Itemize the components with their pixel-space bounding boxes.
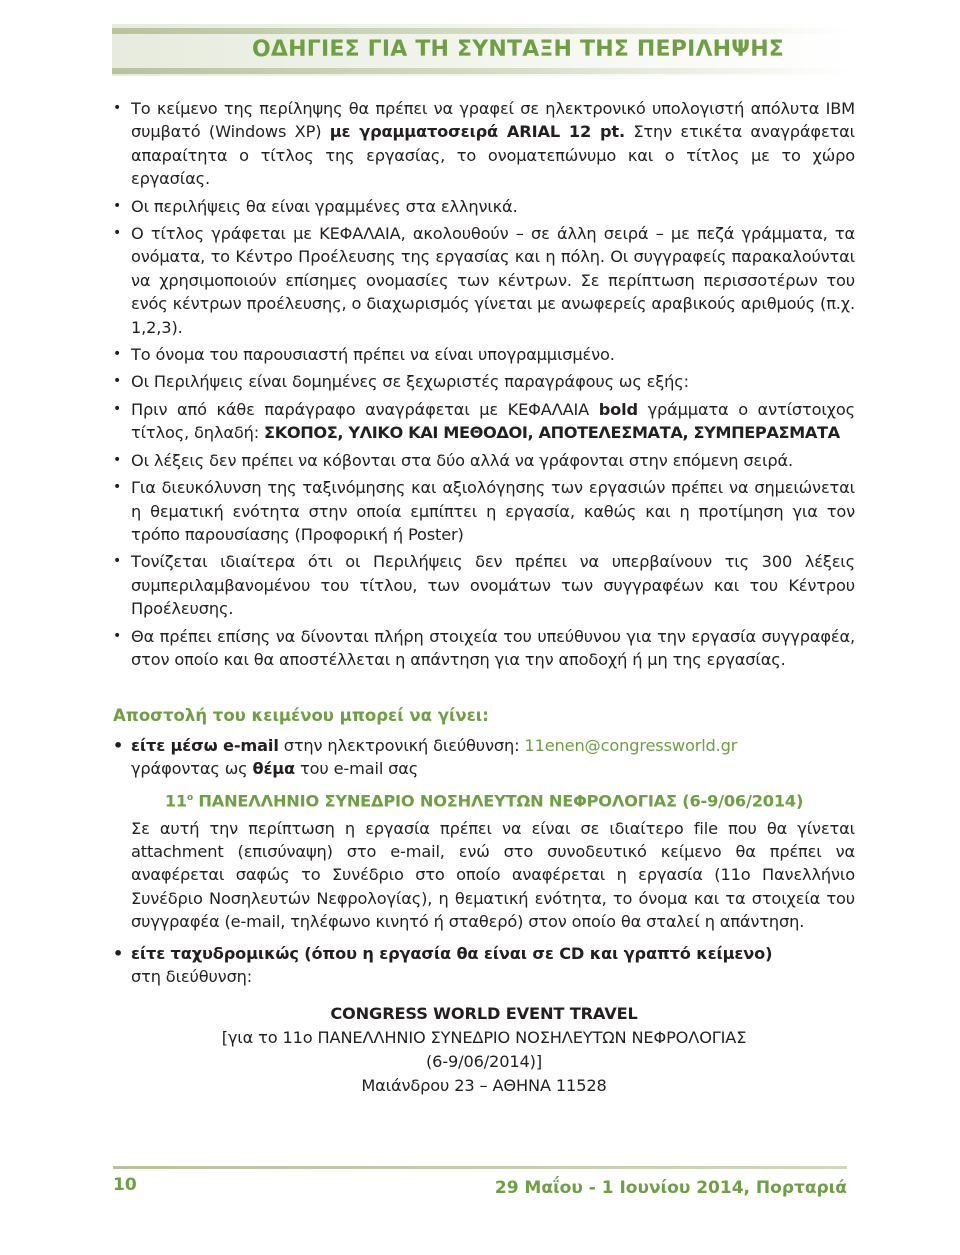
address-line: (6-9/06/2014)]: [426, 1052, 542, 1072]
guideline-item: • Οι Περιλήψεις είναι δομημένες σε ξεχωριστές παραγράφους ως εξής:: [113, 370, 855, 393]
guideline-text: γράμματα ο αντίστοιχος τίτλος, δηλαδή:: [131, 399, 855, 443]
page-title: ΟΔΗΓΙΕΣ ΓΙΑ ΤΗ ΣΥΝΤΑΞΗ ΤΗΣ ΠΕΡΙΛΗΨΗΣ: [252, 37, 785, 62]
guideline-item: • Οι λέξεις δεν πρέπει να κόβονται στα δύο αλλά να γράφονται στην επόμενη σειρά.: [113, 449, 855, 472]
section-headings-list: ΣΚΟΠΟΣ, ΥΛΙΚΟ ΚΑΙ ΜΕΘΟΔΟΙ, ΑΠΟΤΕΛΕΣΜΑΤΑ, ΣΥΜΠΕΡΑΣΜΑΤΑ: [264, 423, 840, 443]
congress-number: 11: [164, 791, 187, 811]
email-subject-emphasis: θέμα: [252, 759, 296, 779]
address-line: [για το 11ο ΠΑΝΕΛΛΗΝΙΟ ΣΥΝΕΔΡΙΟ ΝΟΣΗΛΕΥΤΩΝ ΝΕΦΡΟΛΟΓΙΑΣ: [221, 1028, 747, 1048]
email-option-lead: είτε μέσω e-mail: [131, 736, 279, 755]
guideline-item: [113, 398, 855, 445]
congress-ordinal: ο: [186, 792, 193, 803]
congress-name: ΠΑΝΕΛΛΗΝΙΟ ΣΥΝΕΔΡΙΟ ΝΟΣΗΛΕΥΤΩΝ ΝΕΦΡΟΛΟΓΙΑΣ (6-9/06/2014): [192, 791, 804, 811]
address-company: CONGRESS WORLD EVENT TRAVEL: [330, 1004, 638, 1024]
congress-title: [113, 787, 855, 813]
email-option: [113, 734, 855, 781]
page-number: 10: [113, 1175, 137, 1195]
guideline-item: • Τονίζεται ιδιαίτερα ότι οι Περιλήψεις δεν πρέπει να υπερβαίνουν τις 300 λέξεις συμπεριλαμβανομένου του τίτλου, των ονομάτων των συγγραφέων και του Κέντρου Προέλευσης.: [113, 550, 855, 620]
guidelines-list: [113, 97, 855, 675]
guideline-bold-word: bold: [598, 399, 638, 419]
guideline-item: • Για διευκόλυνση της ταξινόμησης και αξιολόγησης των εργασιών πρέπει να σημειώνεται η θεματική ενότητα στην οποία εμπίπτει η εργασία, καθώς και η προτίμηση για τον τρόπο παρουσίασης (Προφορική ή Poster): [113, 476, 855, 546]
post-option-text: στη διεύθυνση:: [131, 967, 253, 987]
guideline-font-emphasis: με γραμματοσειρά ARIAL 12 pt.: [329, 122, 625, 142]
post-option-lead: είτε ταχυδρομικώς (όπου η εργασία θα είναι σε CD και γραπτό κείμενο): [131, 943, 773, 963]
sending-heading: Αποστολή του κειμένου μπορεί να γίνει:: [113, 706, 489, 725]
footer-divider: [113, 1166, 847, 1169]
footer-date-place: 29 Μαΐου - 1 Ιουνίου 2014, Πορταριά: [494, 1178, 847, 1198]
guideline-item: • Το όνομα του παρουσιαστή πρέπει να είναι υπογραμμισμένο.: [113, 343, 855, 366]
guideline-item: • Ο τίτλος γράφεται με ΚΕΦΑΛΑΙΑ, ακολουθούν – σε άλλη σειρά – με πεζά γράμματα, τα ονόματα, το Κέντρο Προέλευσης της εργασίας και η πόλη. Οι συγγραφείς παρακαλούνται να χρησιμοποιούν επίσημες ονομασίες των κέντρων. Σε περίπτωση περισσοτέρων του ενός κέντρων προέλευσης, ο διαχωρισμός γίνεται με ανωφερείς αραβικούς αριθμούς (π.χ. 1,2,3).: [113, 222, 855, 339]
guideline-item: • Θα πρέπει επίσης να δίνονται πλήρη στοιχεία του υπεύθυνου για την εργασία συγγραφέα, στον οποίο και θα αποστέλλεται η απάντηση για την αποδοχή ή μη της εργασίας.: [113, 625, 855, 672]
email-subject-text: του e-mail σας: [295, 759, 419, 779]
guideline-item: • Οι περιλήψεις θα είναι γραμμένες στα ελληνικά.: [113, 195, 855, 218]
email-subject-text: γράφοντας ως: [131, 759, 253, 779]
postal-address: [113, 1002, 855, 1098]
address-line: Μαιάνδρου 23 – ΑΘΗΝΑ 11528: [361, 1076, 607, 1096]
guideline-text: Το κείμενο της περίληψης θα πρέπει να γραφεί σε ηλεκτρονικό υπολογιστή απόλυτα IBM συμβατό (Windows XP): [131, 99, 855, 142]
email-option-text: στην ηλεκτρονική διεύθυνση:: [278, 736, 525, 755]
guideline-item: [113, 97, 855, 191]
attachment-instructions: Σε αυτή την περίπτωση η εργασία πρέπει να είναι σε ιδιαίτερο file που θα γίνεται attachment (επισύναψη) στο e-mail, ενώ στο συνοδευτικό κείμενο θα πρέπει να αναφέρεται σαφώς το Συνέδριο στο οποίο αναφέρεται η εργασία (11ο Πανελλήνιο Συνέδριο Νοσηλευτών Νεφρολογίας), η θεματική ενότητα, το όνομα και τα στοιχεία του συγγραφέα (e-mail, τηλέφωνο κινητό ή σταθερό) στον οποίο θα σταλεί η απάντηση.: [131, 818, 855, 932]
email-address-link[interactable]: 11enen@congressworld.gr: [524, 736, 738, 755]
post-option: [113, 942, 855, 989]
sending-options: [113, 734, 855, 1098]
guideline-text: Πριν από κάθε παράγραφο αναγράφεται με ΚΕΦΑΛΑΙΑ: [131, 399, 599, 419]
guideline-text: Στην ετικέτα αναγράφεται απαραίτητα ο τίτλος της εργασίας, το ονοματεπώνυμο και ο τίτλος με το χώρο εργασίας.: [131, 122, 855, 189]
